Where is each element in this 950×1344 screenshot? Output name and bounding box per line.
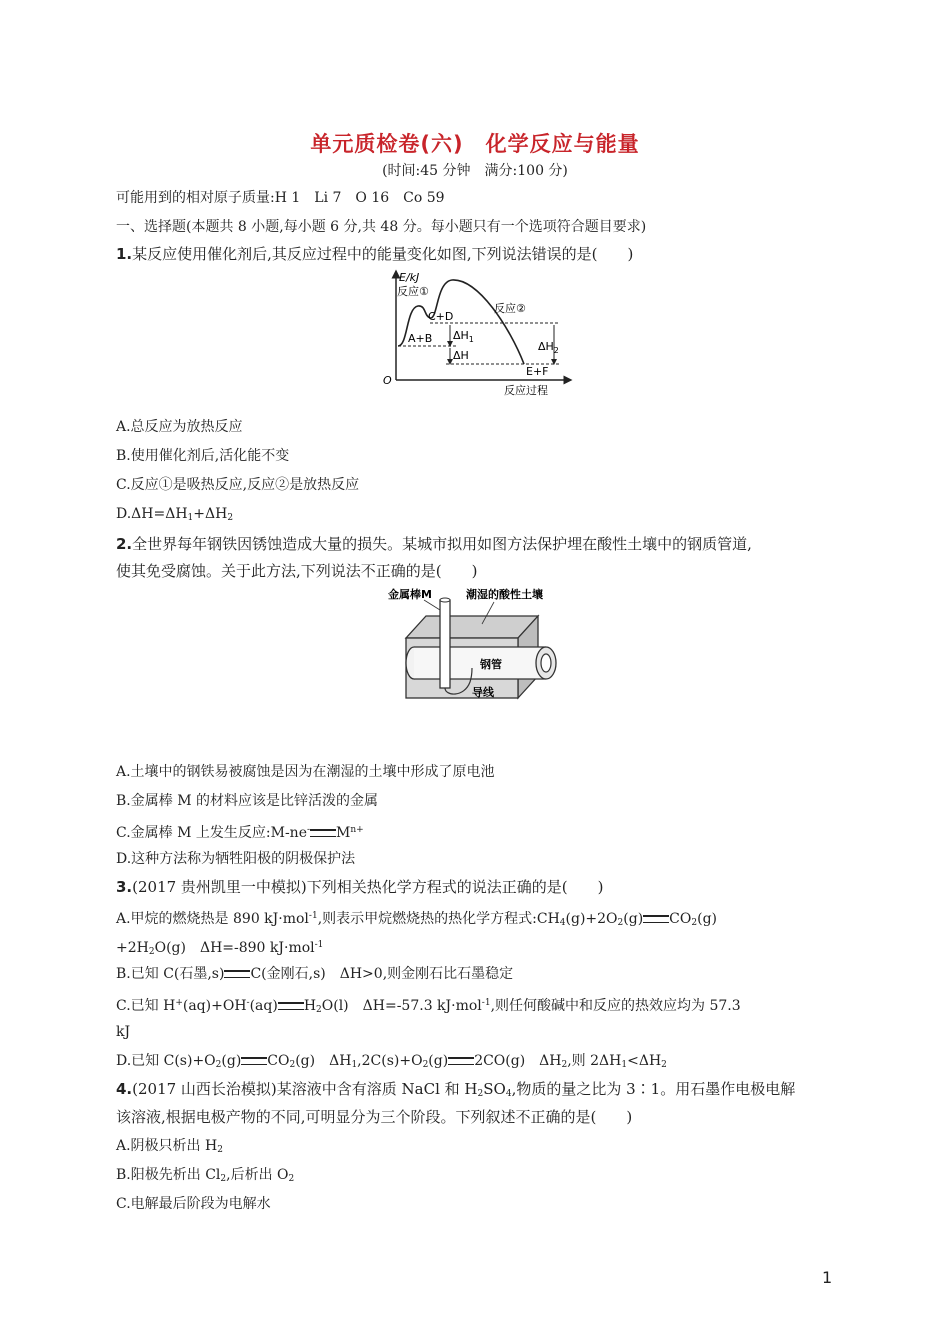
atomic-masses: 可能用到的相对原子质量:H 1 Li 7 O 16 Co 59 — [116, 190, 445, 206]
cd-label: C+D — [428, 310, 454, 323]
equals-sign — [310, 829, 336, 837]
question-number: 4. — [116, 1080, 133, 1098]
question-number: 2. — [116, 535, 133, 553]
question-3-option-d: D.已知 $C(s)+O_2(g)$ $CO_2(g)$ $\Delta H_1,2C(s)+O_2(g)$ 2CO(g) $\Delta H_2$,则 $2\Delta H_1<\Delta H_2$ — [116, 1053, 667, 1070]
rod-label: 金属棒M — [388, 588, 432, 601]
question-2-option-b: B.金属棒 M 的材料应该是比锌活泼的金属 — [116, 793, 378, 809]
question-1-option-a: A.总反应为放热反应 — [116, 419, 243, 435]
section-heading: 一、选择题(本题共 8 小题,每小题 6 分,共 48 分。每小题只有一个选项符合题目要求) — [116, 219, 647, 235]
dh-label: ΔH — [453, 349, 469, 362]
question-4-stem-line-1: 4.(2017 山西长治模拟)某溶液中含有溶质 NaCl 和 $H_2SO_4$,物质的量之比为 3∶1。用石墨作电极电解 — [116, 1080, 796, 1099]
wire-label: 导线 — [472, 686, 494, 699]
question-3-option-b: B.已知 C(石墨,s) C(金刚石,s) ΔH>0,则金刚石比石墨稳定 — [116, 966, 514, 982]
question-2-stem-line-2: 使其免受腐蚀。关于此方法,下列说法不正确的是( ) — [116, 562, 478, 580]
question-4-option-a: A.阴极只析出 $H_2$ — [116, 1138, 223, 1155]
question-number: 3. — [116, 878, 133, 896]
question-4-option-c: C.电解最后阶段为电解水 — [116, 1196, 271, 1212]
question-3-option-c-line-1: C.已知 H+(aq)+OH-(aq) $H_2O(l)$ ΔH=-57.3 kJ·mol$^{-1}$,则任何酸碱中和反应的热效应均为 57.3 — [116, 998, 741, 1015]
energy-diagram — [378, 268, 578, 400]
question-1-option-c: C.反应①是吸热反应,反应②是放热反应 — [116, 477, 360, 493]
question-2-option-c: C.金属棒 M 上发生反应:M-ne- $M^{n+}$ — [116, 825, 364, 841]
question-2-option-a: A.土壤中的钢铁易被腐蚀是因为在潮湿的土壤中形成了原电池 — [116, 764, 495, 780]
page-title: 单元质检卷(六) 化学反应与能量 — [310, 132, 640, 156]
question-number: 1. — [116, 245, 133, 263]
question-2-option-d: D.这种方法称为牺牲阳极的阴极保护法 — [116, 851, 356, 867]
question-3-option-a-line-1: A.甲烷的燃烧热是 890 kJ·mol$^{-1}$,则表示甲烷燃烧热的热化学方程式$:CH_4(g)+2O_2(g)$ $CO_2(g)$ — [116, 911, 717, 928]
ef-label: E+F — [526, 365, 549, 378]
question-1-stem: 1.某反应使用催化剂后,其反应过程中的能量变化如图,下列说法错误的是( ) — [116, 245, 634, 263]
dh2-label: $\Delta H_2$ — [538, 340, 559, 355]
page-number: 1 — [822, 1268, 833, 1287]
dh1-label: $\Delta H_1$ — [453, 329, 474, 344]
x-axis-label: 反应过程 — [504, 384, 548, 397]
pipe-label: 钢管 — [480, 658, 502, 671]
question-1-option-d: $D.\Delta H=\Delta H_1+\Delta H_2$ — [116, 506, 234, 523]
question-4-option-b: B.阳极先析出 $Cl_2$,后析出 $O_2$ — [116, 1167, 295, 1184]
question-3-stem: 3.(2017 贵州凯里一中模拟)下列相关热化学方程式的说法正确的是( ) — [116, 878, 604, 896]
reaction-1-label: 反应① — [397, 285, 429, 298]
ab-label: A+B — [408, 332, 433, 345]
pipe-protection-diagram — [384, 586, 584, 706]
question-4-stem-line-2: 该溶液,根据电极产物的不同,可明显分为三个阶段。下列叙述不正确的是( ) — [116, 1108, 633, 1126]
reaction-2-label: 反应② — [494, 302, 526, 315]
y-axis-label: E/kJ — [399, 271, 420, 284]
exam-info: (时间:45 分钟 满分:100 分) — [382, 163, 568, 179]
question-2-stem-line-1: 2.全世界每年钢铁因锈蚀造成大量的损失。某城市拟用如图方法保护埋在酸性土壤中的钢质管道, — [116, 535, 752, 553]
question-3-option-c-line-2: kJ — [116, 1024, 131, 1040]
question-1-option-b: B.使用催化剂后,活化能不变 — [116, 448, 290, 464]
question-3-option-a-line-2: $+2H_2O(g)$ ΔH=-890 kJ·mol$^{-1}$ — [116, 940, 324, 957]
origin-label: O — [383, 374, 392, 387]
soil-label: 潮湿的酸性土壤 — [466, 588, 543, 601]
